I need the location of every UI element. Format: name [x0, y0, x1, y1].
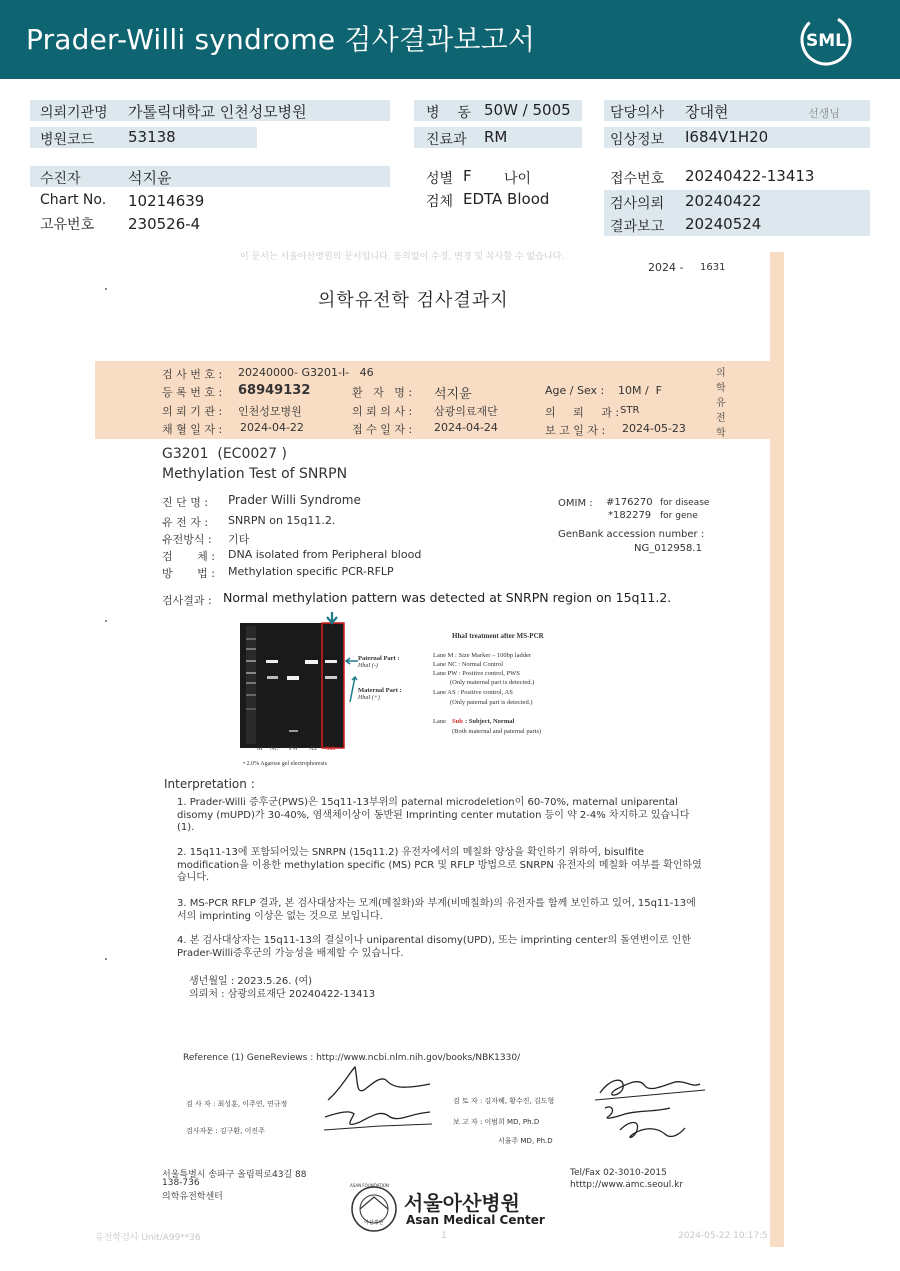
examiner: 검 사 자 : 최성훈, 이주연, 연규정: [186, 1100, 288, 1108]
patient-label: 수진자: [40, 171, 81, 187]
receive-label: 접 수 일 자 :: [352, 423, 413, 436]
logo-text: SML: [806, 31, 846, 51]
doctor-label: 담당의사: [610, 105, 665, 121]
collect-value: 2024-04-22: [240, 421, 304, 434]
footer-page: 1: [441, 1231, 447, 1241]
chart-value: 10214639: [128, 192, 205, 210]
sml-logo: [800, 14, 852, 66]
doctor-suffix: 선생님: [808, 107, 840, 120]
result-label: 검사결과 :: [162, 594, 212, 607]
report-title: 의학유전학 검사결과지: [318, 290, 509, 311]
collect-label: 채 혈 일 자 :: [162, 423, 223, 436]
rpt-dept-label: 의 뢰 과 :: [545, 406, 620, 419]
sex-value: F: [463, 167, 472, 185]
ward-value: 50W / 5005: [484, 101, 571, 119]
gel-legend-sub-prefix: Lane: [433, 718, 446, 725]
reg-no-label: 등 록 번 호 :: [162, 386, 223, 399]
web: htttp://www.amc.seoul.kr: [570, 1180, 684, 1190]
dept-label: 진료과: [426, 132, 467, 148]
edge-mark: [105, 288, 107, 290]
reporter2: 서율주 MD, Ph.D: [498, 1137, 553, 1145]
gel-legend-2: Lane NC : Normal Control: [433, 661, 504, 668]
report-docno: 1631: [700, 262, 726, 273]
unique-label: 고유번호: [40, 217, 95, 233]
specimen-label: 검체: [426, 194, 454, 210]
hospital-en: Asan Medical Center: [406, 1213, 545, 1227]
rpt-report-value: 2024-05-23: [622, 422, 686, 435]
hospital-kr: 서울아산병원: [404, 1191, 520, 1215]
age-sex-value: 10M / F: [618, 384, 663, 397]
dept-value: RM: [484, 128, 508, 146]
maternal-sub: HhaI (+): [358, 695, 380, 701]
birth-date: 생년월일 : 2023.5.26. (여): [189, 976, 313, 987]
interp-3: 3. MS-PCR RFLP 결과, 본 검사대상자는 모계(메칠화)와 부계(비메칠화)의 유전자를 함께 보인하고 있어, 15q11-13에서의 imprinting 이상은 없는 것으로 보입니다.: [177, 898, 696, 922]
unique-value: 230526-4: [128, 215, 201, 233]
address-3: 의학유전학센터: [162, 1192, 223, 1202]
method-value: Methylation specific PCR-RFLP: [228, 565, 394, 578]
gel-legend-sub-lane: Sub: [452, 718, 463, 725]
reporter: 보 고 자 : 이범희 MD, Ph.D: [453, 1118, 540, 1126]
test-code: G3201 (EC0027 ): [162, 446, 288, 462]
report-label: 결과보고: [610, 219, 665, 235]
inherit-label: 유전방식 :: [162, 533, 212, 546]
receipt-label: 접수번호: [610, 171, 665, 187]
result-value: Normal methylation pattern was detected at SNRPN region on 15q11.2.: [223, 590, 672, 605]
scan-edge-strip: [770, 252, 784, 1247]
seal-top-text: ASAN FOUNDATION: [350, 1183, 389, 1188]
req-doc-label: 의 뢰 의 사 :: [352, 405, 413, 418]
test-no-value: 20240000- G3201-I- 46: [238, 366, 374, 379]
paternal-sub: HhaI (-): [358, 663, 378, 669]
rpt-dept-value: STR: [620, 405, 640, 416]
specimen-value-rpt: DNA isolated from Peripheral blood: [228, 548, 422, 561]
gel-legend-4: (Only maternal part is detected.): [450, 679, 535, 686]
interp-4: 4. 본 검사대상자는 15q11-13의 결실이나 uniparental disomy(UPD), 또는 imprinting center의 돌연변이로 인한 Prader-Willi증후군의 가능성을 배제할 수 있습니다.: [177, 935, 692, 959]
institution-label: 의뢰기관명: [40, 105, 108, 121]
gel-legend-1: Lane M : Size Marker – 100bp ladder: [433, 652, 532, 659]
clinical-label: 임상정보: [610, 132, 665, 148]
gel-legend-sub-note: (Both maternal and paternal parts): [452, 728, 542, 735]
seal-center-text: 아산재단: [364, 1220, 384, 1226]
rpt-patient-label: 환 자 명 :: [352, 386, 413, 399]
reviewer: 검 토 자 : 김자혜, 황수진, 김도형: [453, 1097, 555, 1105]
rpt-patient-value: 석지윤: [434, 387, 472, 402]
omim-2: *182279: [608, 510, 652, 521]
gene-label: 유 전 자 :: [162, 516, 209, 529]
gel-lane-nc: NC: [270, 746, 279, 752]
interp-title: Interpretation :: [164, 777, 255, 791]
referrer: 의뢰처 : 삼광의료재단 20240422-13413: [189, 989, 376, 1000]
gel-lane-m: M: [257, 746, 263, 752]
genbank-label: GenBank accession number :: [558, 529, 705, 540]
hospital-code-value: 53138: [128, 128, 176, 146]
gel-legend-5: Lane AS : Positive control, AS: [433, 689, 513, 696]
footer-left: 유전학검사 Unit/A99**36: [95, 1233, 201, 1243]
specimen-value: EDTA Blood: [463, 190, 550, 208]
chart-label: Chart No.: [40, 192, 107, 208]
rpt-inst-value: 인천성모병원: [238, 405, 302, 418]
req-doc-value: 삼광의료재단: [434, 405, 498, 418]
gel-lane-as: AS: [309, 746, 317, 752]
edge-mark: [105, 958, 107, 960]
receive-value: 2024-04-24: [434, 421, 498, 434]
omim-1-note: for disease: [660, 498, 710, 508]
dx-value: Prader Willi Syndrome: [228, 493, 361, 507]
clinical-value: I684V1H20: [685, 128, 769, 146]
rpt-inst-label: 의 뢰 기 관 :: [162, 405, 223, 418]
genbank-value: NG_012958.1: [634, 543, 702, 554]
maternal-label: Maternal Part :: [358, 687, 402, 694]
dx-label: 진 단 명 :: [162, 496, 209, 509]
institution-value: 가톨릭대학교 인천성모병원: [128, 103, 307, 121]
gel-legend-title: HhaI treatment after MS-PCR: [452, 632, 544, 640]
age-label: 나이: [504, 171, 532, 187]
test-no-label: 검 사 번 호 :: [162, 368, 223, 381]
signature-left: [320, 1062, 440, 1137]
patient-band: [30, 166, 390, 187]
advisor: 검사자문 : 김구환, 이진주: [186, 1127, 265, 1135]
report-year: 2024 -: [648, 261, 684, 274]
ward-label: 병 동: [426, 105, 471, 121]
doctor-value: 장대현: [685, 103, 729, 121]
edge-mark: [105, 620, 107, 622]
request-date: 20240422: [685, 192, 762, 210]
paternal-label: Paternal Part :: [358, 655, 400, 662]
omim-2-note: for gene: [660, 511, 698, 521]
age-sex-label: Age / Sex :: [545, 384, 605, 397]
side-label: 의학유전학: [716, 368, 726, 439]
gel-legend-6: (Only paternal part is detected.): [450, 699, 533, 706]
interp-2: 2. 15q11-13에 포함되어있는 SNRPN (15q11.2) 유전자에서의 메칠화 양상을 확인하기 위하여, bisulfite modification을 이용한 methylation specific (MS) PCR 및 RFLP 방법으로 SNRPN 유전자의 메칠화 여부를 확인하였습니다.: [177, 847, 702, 883]
test-name: Methylation Test of SNRPN: [162, 466, 348, 482]
gene-value: SNRPN on 15q11.2.: [228, 514, 336, 527]
gel-lane-sub: Sub: [326, 746, 336, 752]
rpt-report-label: 보 고 일 자 :: [545, 424, 606, 437]
method-label: 방 법 :: [162, 567, 215, 580]
footer-date: 2024-05-22 10:17:5: [678, 1231, 768, 1241]
omim-label: OMIM :: [558, 498, 593, 509]
tel: Tel/Fax 02-3010-2015: [570, 1168, 667, 1178]
sex-label: 성별: [426, 171, 454, 187]
inherit-value: 기타: [228, 533, 250, 546]
gel-legend-3: Lane PW : Positive control, PWS: [433, 670, 520, 677]
specimen-label-rpt: 검 체 :: [162, 550, 215, 563]
address-2: 138-736: [162, 1178, 200, 1188]
patient-value: 석지윤: [128, 169, 172, 187]
gel-legend-sub-text: : Subject, Normal: [465, 718, 515, 725]
signature-right: [585, 1068, 715, 1153]
receipt-value: 20240422-13413: [685, 167, 815, 185]
omim-1: #176270: [606, 497, 653, 508]
interp-1: 1. Prader-Willi 증후군(PWS)은 15q11-13부위의 paternal microdeletion이 60-70%, maternal uniparental disomy (mUPD)가 30-40%, 염색체이상이 동반된 Imprinting center mutation 등이 약 2-4% 차지하고 있습니다 (1).: [177, 797, 690, 833]
gel-caption: • 2.0% Agarose gel electrophoresis: [243, 761, 327, 767]
report-date: 20240524: [685, 215, 762, 233]
hospital-code-label: 병원코드: [40, 132, 95, 148]
page-title: Prader-Willi syndrome 검사결과보고서: [26, 23, 536, 56]
gel-lane-pw: PW: [289, 746, 298, 752]
watermark-text: 이 문서는 서울아산병원의 문서입니다. 동의없이 수정, 변경 및 복사할 수 없습니다.: [240, 252, 565, 262]
address-1: 서울특별시 송파구 올림픽로43길 88: [162, 1170, 307, 1180]
reference: Reference (1) GeneReviews : http://www.ncbi.nlm.nih.gov/books/NBK1330/: [183, 1053, 521, 1063]
reg-no-value: 68949132: [238, 383, 311, 398]
request-label: 검사의뢰: [610, 196, 665, 212]
